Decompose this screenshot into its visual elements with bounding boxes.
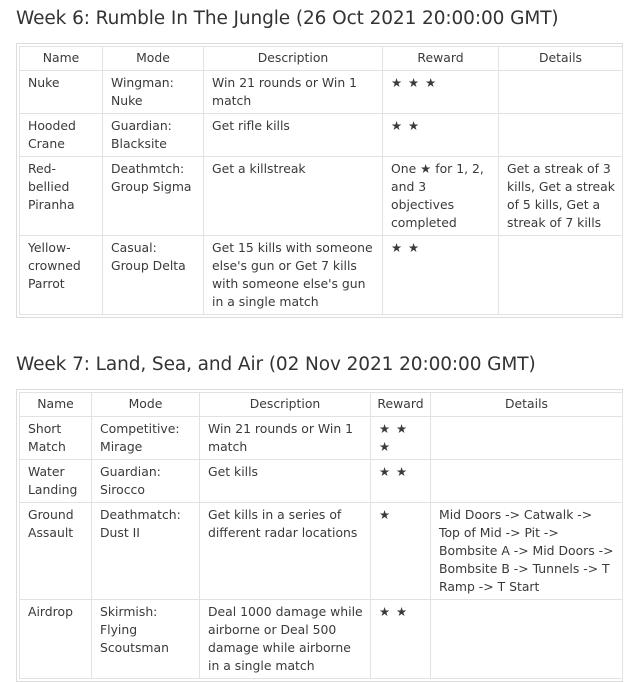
cell-reward: ★ ★ <box>371 600 431 679</box>
cell-details <box>499 71 623 114</box>
cell-details <box>431 460 623 503</box>
week-7-title: Week 7: Land, Sea, and Air (02 Nov 2021 20:00:00 GMT) <box>16 354 536 375</box>
column-header-name: Name <box>20 393 92 417</box>
cell-reward: One ★ for 1, 2, and 3 objectives completed <box>383 157 499 236</box>
table-row <box>20 600 623 679</box>
cell-reward: ★ ★ ★ <box>383 71 499 114</box>
cell-name: Water Landing <box>20 460 92 503</box>
header-row <box>20 393 623 417</box>
cell-mode: Casual: Group Delta <box>103 236 204 315</box>
cell-description: Get 15 kills with someone else's gun or Get 7 kills with someone else's gun in a single match <box>204 236 383 315</box>
cell-description: Win 21 rounds or Win 1 match <box>204 71 383 114</box>
cell-mode: Wingman: Nuke <box>103 71 204 114</box>
cell-reward: ★ ★ <box>371 460 431 503</box>
cell-details <box>499 236 623 315</box>
cell-details <box>431 417 623 460</box>
cell-reward: ★ ★ ★ <box>371 417 431 460</box>
cell-name: Short Match <box>20 417 92 460</box>
column-header-mode: Mode <box>103 47 204 71</box>
cell-description: Get rifle kills <box>204 114 383 157</box>
table-row <box>20 417 623 460</box>
cell-name: Red-bellied Piranha <box>20 157 103 236</box>
cell-name: Hooded Crane <box>20 114 103 157</box>
cell-mode: Deathmtch: Group Sigma <box>103 157 204 236</box>
cell-reward: ★ <box>371 503 431 600</box>
header-row <box>20 47 623 71</box>
column-header-description: Description <box>200 393 371 417</box>
week-7-table <box>19 392 623 679</box>
column-header-name: Name <box>20 47 103 71</box>
table-row <box>20 503 623 600</box>
cell-description: Win 21 rounds or Win 1 match <box>200 417 371 460</box>
week-6-title: Week 6: Rumble In The Jungle (26 Oct 2021 20:00:00 GMT) <box>16 8 559 29</box>
week-6-table <box>19 46 623 315</box>
week-6-table-container <box>16 43 623 318</box>
cell-mode: Guardian: Blacksite <box>103 114 204 157</box>
column-header-details: Details <box>431 393 623 417</box>
cell-reward: ★ ★ <box>383 114 499 157</box>
column-header-reward: Reward <box>371 393 431 417</box>
table-row <box>20 71 623 114</box>
cell-mode: Deathmatch: Dust II <box>92 503 200 600</box>
cell-name: Nuke <box>20 71 103 114</box>
cell-name: Yellow-crowned Parrot <box>20 236 103 315</box>
cell-description: Get a killstreak <box>204 157 383 236</box>
column-header-reward: Reward <box>383 47 499 71</box>
table-row <box>20 157 623 236</box>
cell-details: Get a streak of 3 kills, Get a streak of 5 kills, Get a streak of 7 kills <box>499 157 623 236</box>
cell-mode: Guardian: Sirocco <box>92 460 200 503</box>
table-row <box>20 460 623 503</box>
cell-reward: ★ ★ <box>383 236 499 315</box>
cell-mode: Competitive: Mirage <box>92 417 200 460</box>
cell-description: Deal 1000 damage while airborne or Deal 500 damage while airborne in a single match <box>200 600 371 679</box>
table-row <box>20 236 623 315</box>
cell-description: Get kills in a series of different radar locations <box>200 503 371 600</box>
cell-name: Airdrop <box>20 600 92 679</box>
cell-description: Get kills <box>200 460 371 503</box>
cell-details: Mid Doors -> Catwalk -> Top of Mid -> Pit -> Bombsite A -> Mid Doors -> Bombsite B -> Tunnels -> T Ramp -> T Start <box>431 503 623 600</box>
cell-details <box>499 114 623 157</box>
table-row <box>20 114 623 157</box>
week-7-table-container <box>16 389 623 682</box>
column-header-details: Details <box>499 47 623 71</box>
cell-details <box>431 600 623 679</box>
column-header-mode: Mode <box>92 393 200 417</box>
column-header-description: Description <box>204 47 383 71</box>
cell-name: Ground Assault <box>20 503 92 600</box>
cell-mode: Skirmish: Flying Scoutsman <box>92 600 200 679</box>
